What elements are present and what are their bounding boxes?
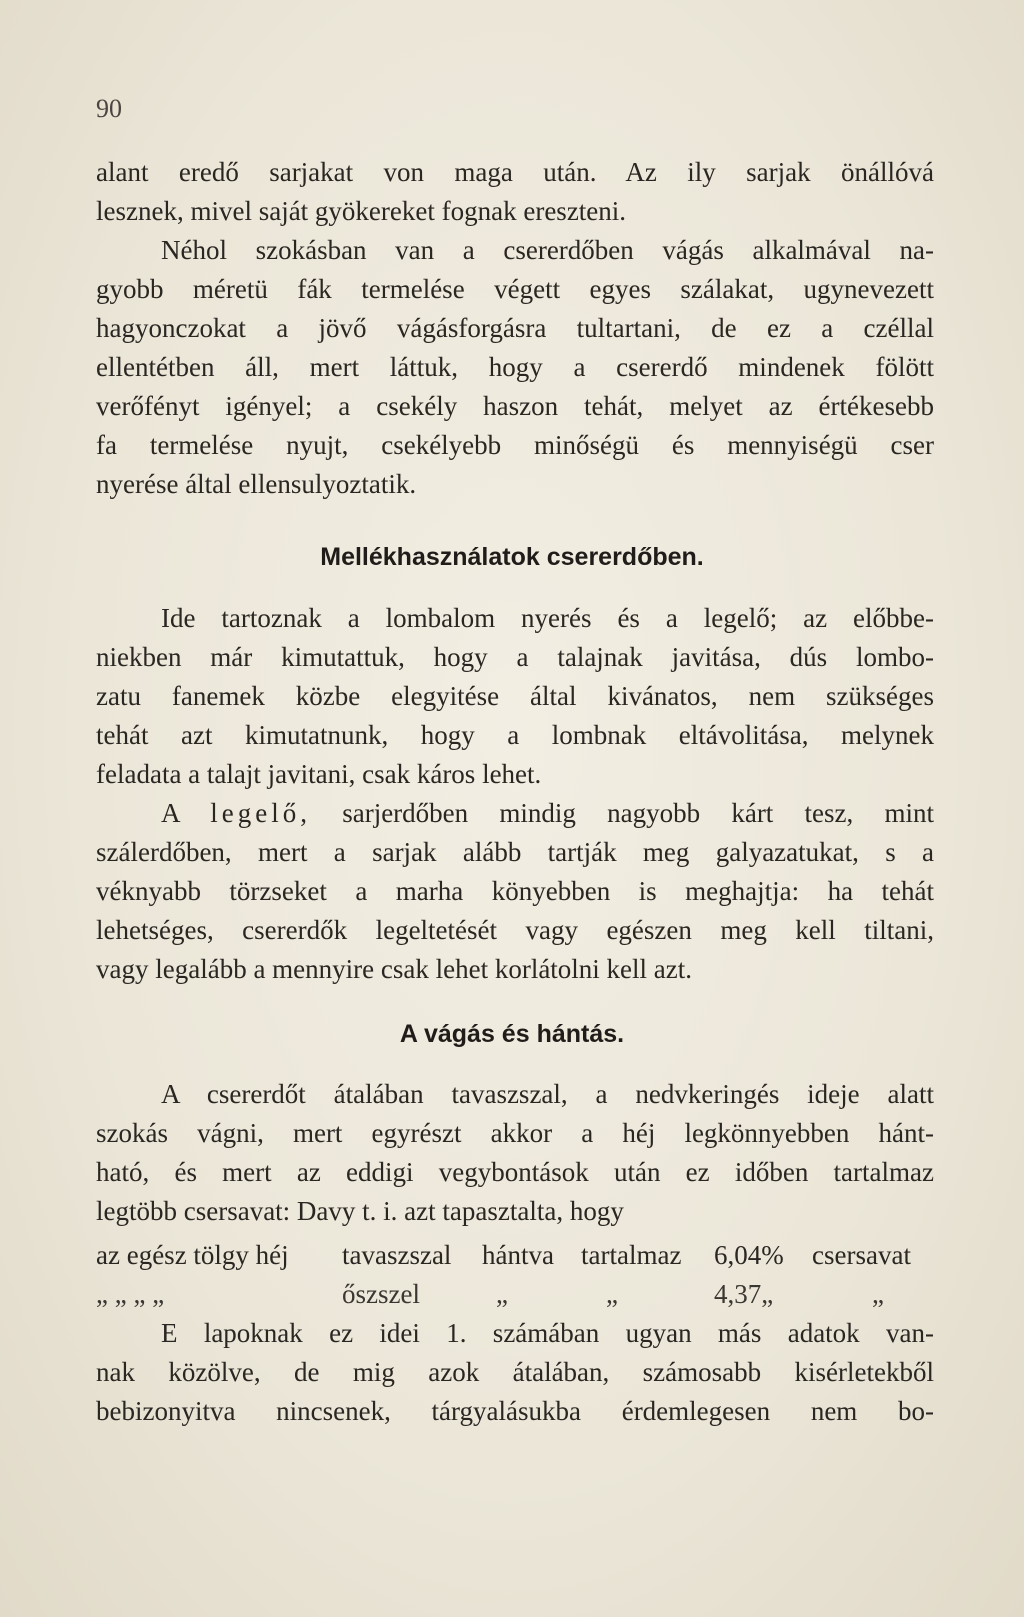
text-line: feladata a talajt javitani, csak káros lehet. — [96, 759, 542, 789]
row-verb2: tartalmaz — [581, 1240, 682, 1270]
text-line: Néhol szokásban van a csererdőben vágás alkalmával na- — [161, 235, 934, 265]
section-heading-byproducts: Mellékhasználatok csererdőben. — [320, 543, 704, 571]
text-line: A csererdőt átalában tavaszszal, a nedvkeringés ideje alatt — [161, 1079, 934, 1109]
text-line: tehát azt kimutatnunk, hogy a lombnak eltávolitása, melynek — [96, 720, 934, 750]
text-line: szokás vágni, mert egyrészt akkor a héj legkönnyebben hánt- — [96, 1118, 934, 1148]
pasture-word: legelő, — [210, 798, 311, 828]
text-line: lehetséges, csererdők legeltetését vagy egészen meg kell tiltani, — [96, 915, 934, 945]
paragraph-references — [96, 1314, 934, 1431]
data-row-autumn — [96, 1275, 934, 1314]
text-line: legtöbb csersavat: Davy t. i. azt tapasztalta, hogy — [96, 1196, 624, 1226]
row-value: 6,04% — [714, 1240, 784, 1270]
row-unit: csersavat — [812, 1240, 911, 1270]
text-line: niekben már kimutattuk, hogy a talajnak javitása, dús lombo- — [96, 642, 934, 672]
tannin-data-table — [96, 1236, 934, 1314]
paragraph-cutting — [96, 1075, 934, 1231]
row-verb: hántva — [482, 1240, 554, 1270]
section-heading-cutting: A vágás és hántás. — [399, 1020, 625, 1048]
text-line: zatu fanemek közbe elegyitése által kivánatos, nem szükséges — [96, 681, 934, 711]
row-subject: az egész tölgy héj — [96, 1240, 289, 1270]
text-line: ellentétben áll, mert láttuk, hogy a csererdő mindenek fölött — [96, 352, 934, 382]
text-line-pasture — [96, 794, 934, 833]
paragraph-byproducts — [96, 599, 934, 989]
text-line: nak közölve, de mig azok átalában, számosabb kisérletekből — [96, 1357, 934, 1387]
text-line: szálerdőben, mert a sarjak alább tartják meg galyazatukat, s a — [96, 837, 934, 867]
pasture-prefix: A — [161, 798, 180, 828]
row-season: tavaszszal — [342, 1240, 452, 1270]
text-line: verőfényt igényel; a csekély haszon tehát, melyet az értékesebb — [96, 391, 934, 421]
row-season: őszszel — [342, 1279, 420, 1309]
paragraph-sprouts — [96, 153, 934, 504]
text-line: hagyonczokat a jövő vágásforgásra tultartani, de ez a czéllal — [96, 313, 934, 343]
text-line: lesznek, mivel saját gyökereket fognak ereszteni. — [96, 196, 627, 226]
text-line: alant eredő sarjakat von maga után. Az ily sarjak önállóvá — [96, 157, 934, 187]
text-line: E lapoknak ez idei 1. számában ugyan más adatok van- — [161, 1318, 934, 1348]
row-value: 4,37„ — [714, 1279, 774, 1309]
text-line: fa termelése nyujt, csekélyebb minőségü és mennyiségü cser — [96, 430, 934, 460]
row-verb2: „ — [606, 1279, 618, 1309]
text-line: nyerése által ellensulyoztatik. — [96, 469, 417, 499]
row-verb: „ — [496, 1279, 508, 1309]
row-unit: „ — [872, 1279, 884, 1309]
text-line: bebizonyitva nincsenek, tárgyalásukba érdemlegesen nem bo- — [96, 1396, 934, 1426]
text-line: ható, és mert az eddigi vegybontások után ez időben tartalmaz — [96, 1157, 934, 1187]
text-line: véknyabb törzseket a marha könyebben is meghajtja: ha tehát — [96, 876, 934, 906]
text-line: vagy legalább a mennyire csak lehet korlátolni kell azt. — [96, 954, 693, 984]
text-line: gyobb méretü fák termelése végett egyes szálakat, ugynevezett — [96, 274, 934, 304]
row-subject: „ „ „ „ — [96, 1279, 165, 1309]
pasture-rest: sarjerdőben mindig nagyobb kárt tesz, mint — [310, 798, 935, 828]
data-row-spring — [96, 1236, 934, 1275]
text-line: Ide tartoznak a lombalom nyerés és a legelő; az előbbe- — [161, 603, 934, 633]
page-number: 90 — [96, 94, 122, 123]
